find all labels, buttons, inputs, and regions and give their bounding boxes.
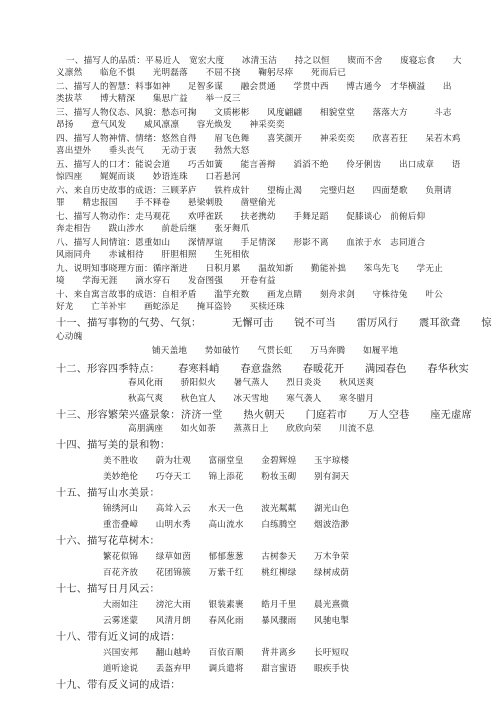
text-segment: 五、描写人的口才：能说会道 巧舌如簧 能言善辩 滔滔不绝 伶牙俐齿 出口成章 语 [56,160,461,170]
text-segment: 十四、描写美的景和物： [56,440,171,451]
text-segment: 兴国安邦 翻山越岭 百依百顺 背井离乡 长吁短叹 [103,648,350,658]
text-segment: 二、描写人的智慧：料事如神 足智多谋 融会贯通 学贯中西 博古通今 才华横溢 出 [56,82,452,92]
text-segment: 四、描写人物神情、情绪：悠然自得 眉飞色舞 喜笑颜开 神采奕奕 欣喜若狂 呆若木鸡 [56,134,461,144]
text-segment: 十一、描写事物的气势、气氛： [56,318,202,329]
text-segment: 九、说明知事晓理方面：循序渐进 日积月累 温故知新 勤能补拙 笨鸟先飞 学无止 [56,264,443,274]
text-segment: 十六、描写花草树木： [56,536,160,547]
text-segment: 好龙 亡羊补牢 画蛇添足 掩耳盗铃 买椟还珠 [56,302,285,312]
text-segment: 美妙绝伦 巧夺天工 锦上添花 粉妆玉砌 别有洞天 [103,472,350,482]
text-segment: 六、来自历史故事的成语：三顾茅庐 铁杵成针 望梅止渴 完璧归赵 四面楚歌 负荆请 [56,186,452,196]
text-segment: 喜出望外 垂头丧气 无动于衷 勃然大怒 [56,146,250,156]
text-segment: 大雨如注 滂沱大雨 银装素裹 皓月千里 晨光熹微 [103,600,350,610]
text-segment: 繁花似锦 绿草如茵 郁郁葱葱 古树参天 万木争荣 [103,552,350,562]
text-segment: 铺天盖地 势如破竹 气贯长虹 万马奔腾 如履平地 [152,346,399,356]
text-segment: 锦绣河山 高耸入云 水天一色 波光粼粼 湖光山色 [103,504,350,514]
text-segment: 济济一堂 热火朝天 门庭若市 万人空巷 座无虚席 [181,410,472,421]
text-segment: 百花齐放 花团锦簇 万紫千红 桃红柳绿 绿树成荫 [103,568,350,578]
text-segment: 春寒料峭 春意盎然 春暖花开 满园春色 春华秋实 [178,364,469,375]
text-segment: 七、描写人物动作：走马观花 欢呼雀跃 扶老携幼 手舞足蹈 促膝谈心 前俯后仰 [56,212,426,222]
text-segment: 春风化雨 骄阳似火 暑气蒸人 烈日炎炎 秋风送爽 [128,378,375,388]
text-segment: 十、来自寓言故事的成语：自相矛盾 滥竽充数 画龙点睛 刻舟求剑 守株待兔 叶公 [56,290,443,300]
text-segment: 惊四座 娓娓而谈 妙语连珠 口若悬河 [56,172,241,182]
text-segment: 重峦叠嶂 山明水秀 高山流水 白练腾空 烟波浩渺 [103,520,350,530]
text-segment: 一、描写人的品质：平易近人 宽宏大度 冰清玉洁 持之以恒 锲而不舍 废寝忘食 大 [66,56,462,66]
text-segment: 十八、带有近义词的成语： [56,632,181,643]
text-segment: 无懈可击 锐不可当 雷厉风行 震耳欲聋 惊 [232,318,492,329]
text-segment: 秋高气爽 秋色宜人 冰天雪地 寒气袭人 寒冬腊月 [128,394,375,404]
text-segment: 高朋满座 如火如荼 蒸蒸日上 欣欣向荣 川流不息 [128,424,375,434]
text-segment: 奔走相告 跋山涉水 前赴后继 张牙舞爪 [56,224,250,234]
text-segment: 心动魄 [56,332,83,342]
text-segment: 美不胜收 蔚为壮观 富丽堂皇 金碧辉煌 玉宇琼楼 [103,456,350,466]
text-segment: 风雨同舟 赤诚相待 肝胆相照 生死相依 [56,250,250,260]
text-segment: 昂扬 意气风发 威风凛凛 容光焕发 神采奕奕 [56,120,285,130]
text-segment: 十五、描写山水美景： [56,488,160,499]
text-segment: 道听途说 丢盔弃甲 调兵遣将 甜言蜜语 眼疾手快 [103,664,350,674]
text-segment: 十七、描写日月风云： [56,584,160,595]
text-segment: 类拔萃 博大精深 集思广益 举一反三 [56,94,241,104]
text-segment: 境 学海无涯 滴水穿石 发奋图强 开卷有益 [56,276,276,286]
text-segment: 十二、形容四季特点： [56,364,160,375]
text-segment: 云雾迷蒙 风清月朗 春风化雨 暴风骤雨 风驰电掣 [103,616,350,626]
text-segment: 义凛然 临危不惧 光明磊落 不屈不挠 鞠躬尽瘁 死而后已 [56,68,347,78]
text-segment: 罪 精忠报国 手不释卷 悬梁刺股 凿壁偷光 [56,198,276,208]
text-segment: 八、描写人间情谊：恩重如山 深情厚谊 手足情深 形影不离 血浓于水 志同道合 [56,238,426,248]
text-segment: 十三、形容繁荣兴盛景象： [56,410,181,421]
text-segment: 十九、带有反义词的成语： [56,680,181,691]
text-segment: 三、描写人物仪态、风貌：愁态可掬 文质彬彬 风度翩翩 相貌堂堂 落落大方 斗志 [56,108,452,118]
